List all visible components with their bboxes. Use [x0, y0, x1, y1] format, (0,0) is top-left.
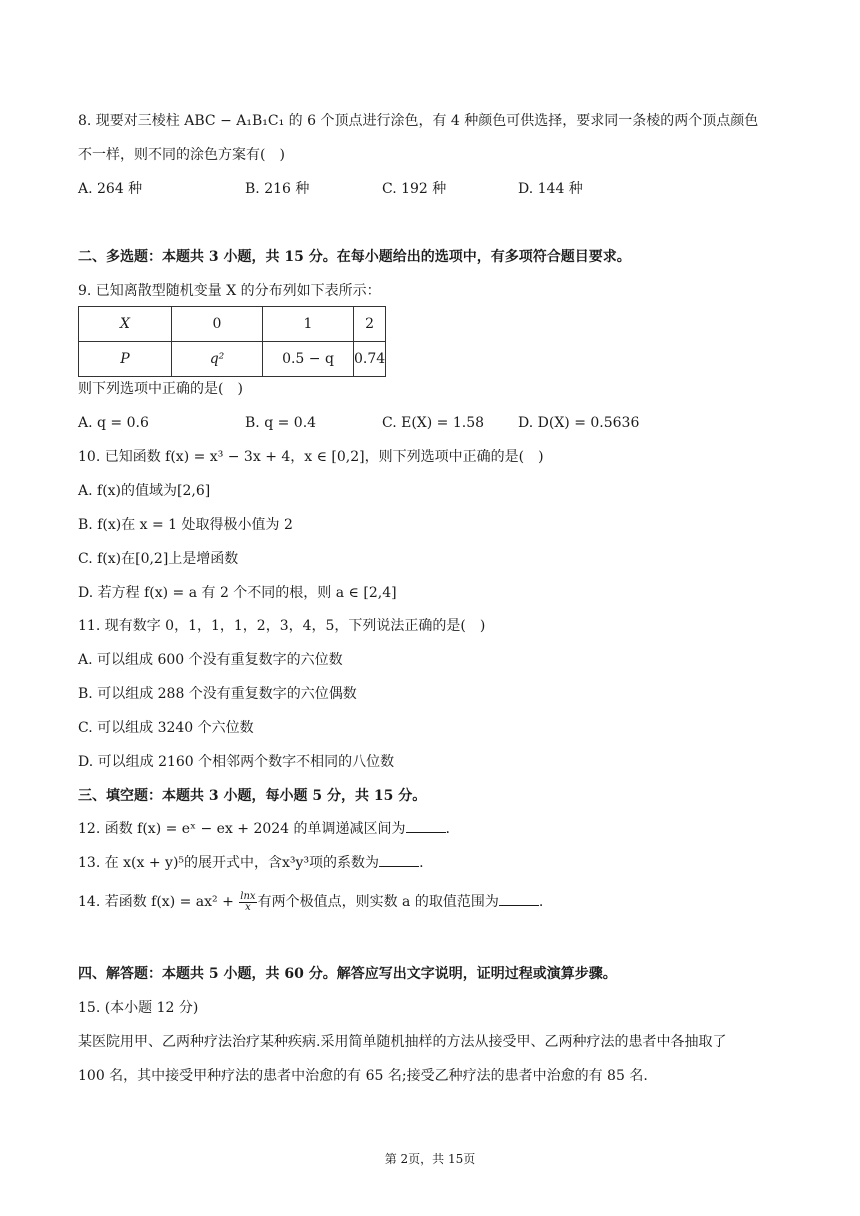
q11-option-c: C. 可以组成 3240 个六位数: [78, 720, 254, 736]
q9-ask: 则下列选项中正确的是( ): [78, 381, 243, 397]
q13-period: .: [419, 855, 424, 871]
table-row: [79, 307, 386, 342]
table-cell: 0: [172, 307, 263, 342]
table-cell: 0.74: [354, 342, 386, 377]
q12-period: .: [445, 821, 450, 837]
q15-title: 15. (本小题 12 分): [78, 1000, 199, 1016]
section-3-heading: 三、填空题：本题共 3 小题，每小题 5 分，共 15 分。: [78, 788, 427, 804]
answer-blank: [499, 893, 539, 906]
section-2-heading: 二、多选题：本题共 3 小题，共 15 分。在每小题给出的选项中，有多项符合题目要求。: [78, 249, 631, 265]
table-cell: 0.5 − q: [263, 342, 354, 377]
table-row: [79, 342, 386, 377]
q13-text: 13. 在 x(x + y)⁵的展开式中，含x³y³项的系数为: [78, 855, 380, 871]
answer-blank: [406, 820, 446, 833]
q11-stem: 11. 现有数字 0，1，1，1，2，3，4，5，下列说法正确的是( ): [78, 618, 486, 634]
section-4-heading: 四、解答题：本题共 5 小题，共 60 分。解答应写出文字说明，证明过程或演算步骤。: [78, 966, 617, 982]
q8-line2: 不一样，则不同的涂色方案有( ): [78, 147, 285, 163]
q14-text-mid: 有两个极值点，则实数 a 的取值范围为: [257, 894, 499, 910]
q8-line1: 8. 现要对三棱柱 ABC − A₁B₁C₁ 的 6 个顶点进行涂色，有 4 种颜色可供选择，要求同一条棱的两个顶点颜色: [78, 113, 759, 129]
q8-option-b: B. 216 种: [245, 181, 310, 197]
q12: [78, 820, 450, 838]
q13: [78, 854, 424, 872]
q8-option-a: A. 264 种: [78, 181, 143, 197]
q14-text-start: 14. 若函数 f(x) = ax² +: [78, 894, 239, 910]
table-cell: X: [79, 307, 172, 342]
table-cell: 1: [263, 307, 354, 342]
q10-stem: 10. 已知函数 f(x) = x³ − 3x + 4，x ∈ [0,2]，则下列选项中正确的是( ): [78, 449, 544, 465]
fraction-denominator: x: [245, 901, 251, 913]
q9-stem: 9. 已知离散型随机变量 X 的分布列如下表所示：: [78, 283, 381, 299]
q8-option-c: C. 192 种: [382, 181, 447, 197]
q11-option-b: B. 可以组成 288 个没有重复数字的六位偶数: [78, 686, 357, 702]
fraction-lnx-over-x: [239, 892, 256, 913]
q15-line1: 某医院用甲、乙两种疗法治疗某种疾病.采用简单随机抽样的方法从接受甲、乙两种疗法的患者中各抽取了: [78, 1034, 727, 1050]
q14: [78, 890, 543, 914]
answer-blank: [379, 854, 419, 867]
q9-option-d: D. D(X) = 0.5636: [518, 415, 640, 431]
q15-line2: 100 名，其中接受甲种疗法的患者中治愈的有 65 名;接受乙种疗法的患者中治愈的有 85 名.: [78, 1068, 648, 1084]
q10-option-d: D. 若方程 f(x) = a 有 2 个不同的根，则 a ∈ [2,4]: [78, 585, 397, 601]
q10-option-b: B. f(x)在 x = 1 处取得极小值为 2: [78, 517, 293, 533]
q11-option-a: A. 可以组成 600 个没有重复数字的六位数: [78, 652, 343, 668]
q14-period: .: [538, 894, 544, 910]
distribution-table: [78, 306, 386, 377]
q11-option-d: D. 可以组成 2160 个相邻两个数字不相同的八位数: [78, 754, 395, 770]
table-cell: 2: [354, 307, 386, 342]
q10-option-a: A. f(x)的值域为[2,6]: [78, 483, 211, 499]
page-footer: 第 2页，共 15页: [384, 1152, 476, 1166]
q9-option-a: A. q = 0.6: [78, 415, 149, 431]
table-cell: P: [79, 342, 172, 377]
q8-option-d: D. 144 种: [518, 181, 583, 197]
q9-option-c: C. E(X) = 1.58: [382, 415, 485, 431]
q12-text: 12. 函数 f(x) = eˣ − ex + 2024 的单调递减区间为: [78, 821, 406, 837]
table-cell: q²: [172, 342, 263, 377]
q10-option-c: C. f(x)在[0,2]上是增函数: [78, 551, 239, 567]
q9-option-b: B. q = 0.4: [245, 415, 317, 431]
fraction-numerator: lnx: [240, 890, 256, 902]
